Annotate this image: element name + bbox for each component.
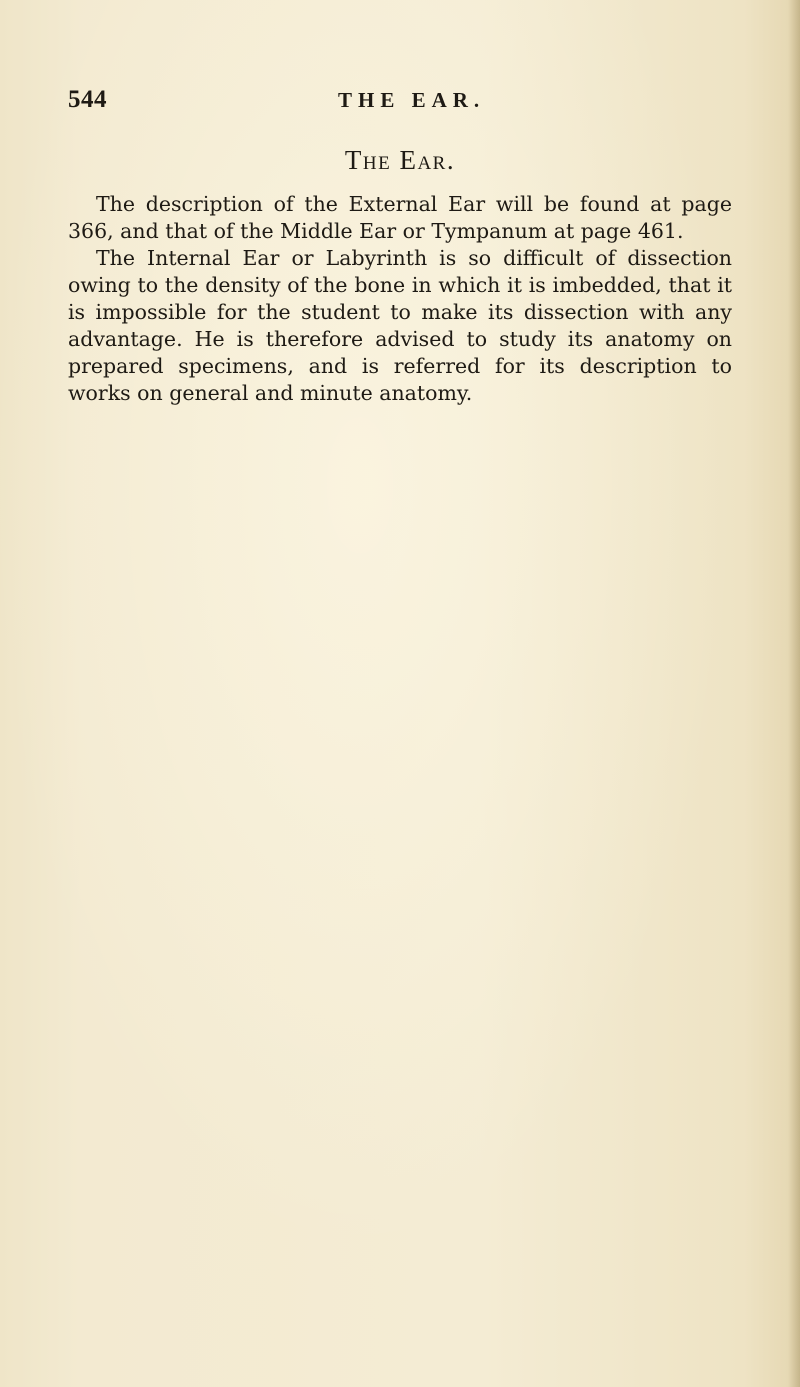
section-title: The Ear. (344, 145, 456, 175)
page-number: 544 (68, 86, 107, 113)
running-head (68, 86, 732, 118)
paragraph-internal-ear: The Internal Ear or Labyrinth is so difficult of dissection owing to the density of the bone in which it is imbedded, that it is impossible for the student to make its dissection with any advantage. He is therefore advised to study its anatomy on prepared specimens, and is referred for its description to works on general and minute anatomy. (68, 246, 732, 405)
body-text (68, 191, 732, 407)
running-head-title: THE EAR. (338, 88, 486, 112)
paragraph-external-middle-ear: The description of the External Ear will be found at page 366, and that of the Middle Ear or Tympanum at page 461. (68, 192, 732, 243)
page-edge-shadow (788, 0, 800, 1387)
